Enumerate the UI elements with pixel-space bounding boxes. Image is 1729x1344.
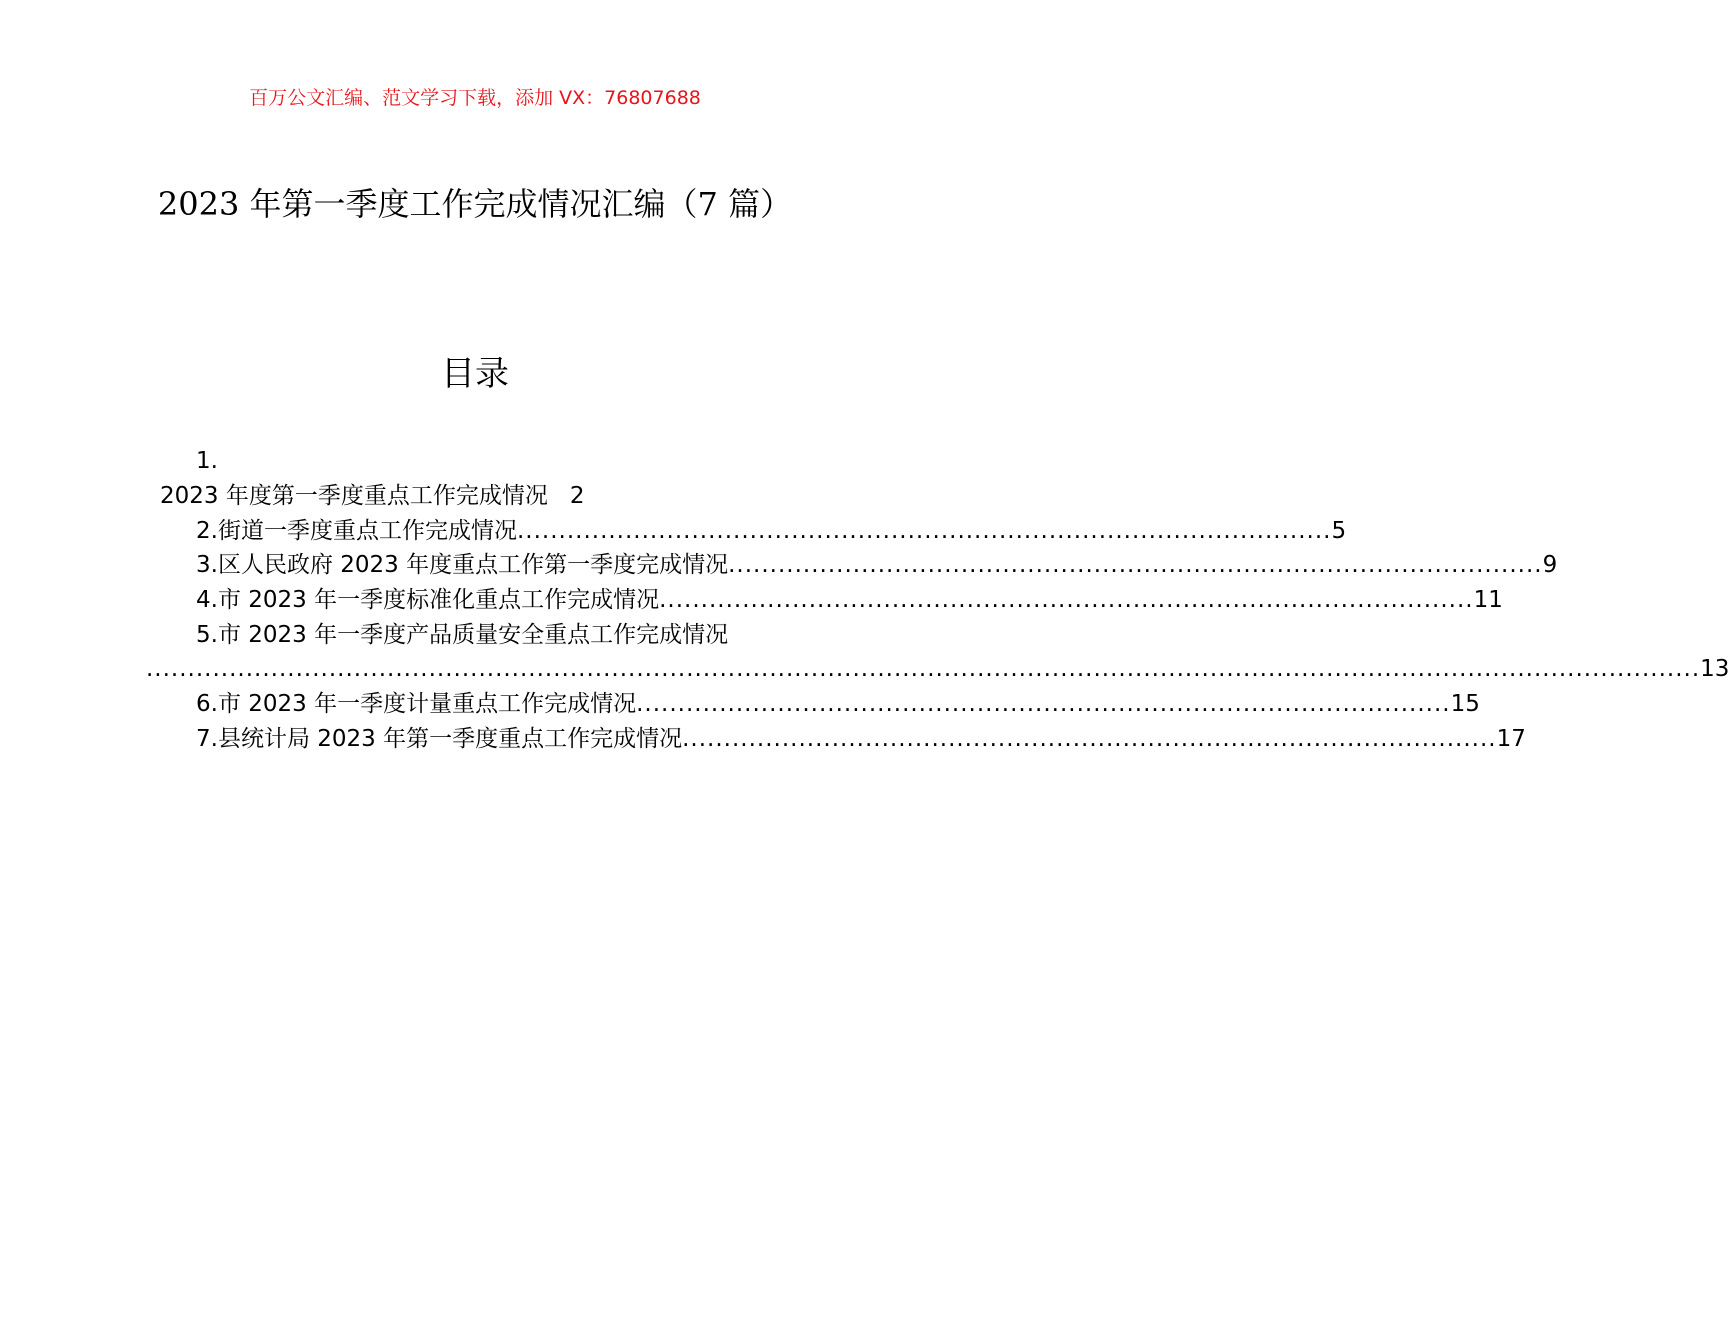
toc-entry-6-label: 6.: [196, 691, 218, 717]
toc-leader-dots: ..................................................................................................: [659, 587, 1474, 613]
watermark-text: 百万公文汇编、范文学习下载，添加 VX：76807688: [249, 87, 701, 109]
toc-entry-4[interactable]: [196, 583, 1503, 617]
toc-entry-7-label: 7.: [196, 726, 218, 752]
toc-entry-5-title: 市 2023 年一季度产品质量安全重点工作完成情况: [217, 622, 729, 648]
toc-entry-5[interactable]: [196, 618, 728, 652]
toc-entry-2[interactable]: [196, 514, 1347, 548]
toc-entry-1-label[interactable]: 1.: [196, 448, 218, 474]
toc-entry-3[interactable]: [196, 548, 1558, 582]
document-title: 2023 年第一季度工作完成情况汇编（7 篇）: [157, 185, 793, 223]
toc-leader-dots: ..................................................................................................: [516, 518, 1332, 544]
toc-entry-5-continuation[interactable]: [146, 652, 1729, 686]
toc-entry-5-label: 5.: [196, 622, 218, 648]
toc-entry-7[interactable]: [196, 722, 1526, 756]
toc-entry-3-page: 9: [1542, 552, 1558, 578]
toc-heading: 目录: [441, 354, 509, 394]
toc-entry-3-title: 区人民政府 2023 年度重点工作第一季度完成情况: [217, 552, 729, 578]
toc-leader-dots: ..................................................................................................: [728, 552, 1543, 578]
toc-entry-5-page: 13: [1700, 656, 1729, 682]
toc-entry-1-page: 2: [569, 483, 585, 509]
toc-entry-2-label: 2.: [196, 518, 218, 544]
toc-leader-dots: ..................................................................................................: [682, 726, 1497, 752]
toc-leader-dots: ..................................................................................................: [636, 691, 1451, 717]
toc-leader-dots: ...........................................................................................................................................................................................: [146, 656, 1701, 682]
toc-entry-4-label: 4.: [196, 587, 218, 613]
toc-entry-6[interactable]: [196, 687, 1480, 721]
toc-entry-6-page: 15: [1450, 691, 1480, 717]
toc-entry-6-title: 市 2023 年一季度计量重点工作完成情况: [217, 691, 637, 717]
toc-entry-3-label: 3.: [196, 552, 218, 578]
toc-entry-1[interactable]: [160, 479, 585, 513]
toc-entry-2-page: 5: [1331, 518, 1347, 544]
toc-entry-1-title: 2023 年度第一季度重点工作完成情况: [160, 483, 548, 509]
toc-entry-2-title: 街道一季度重点工作完成情况: [217, 518, 517, 544]
toc-entry-4-title: 市 2023 年一季度标准化重点工作完成情况: [217, 587, 660, 613]
toc-entry-4-page: 11: [1473, 587, 1503, 613]
toc-entry-7-page: 17: [1496, 726, 1526, 752]
toc-entry-7-title: 县统计局 2023 年第一季度重点工作完成情况: [217, 726, 683, 752]
